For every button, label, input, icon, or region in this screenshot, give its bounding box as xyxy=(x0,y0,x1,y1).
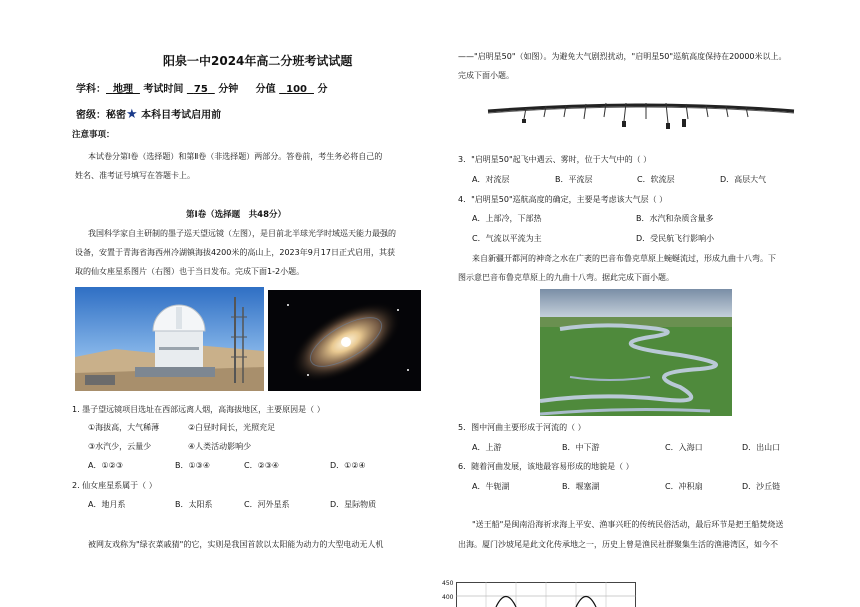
question-1: 1. 墨子望远镜项目选址在西部远离人烟，高海拔地区，主要原因是（ ） xyxy=(72,405,325,414)
intro-line: 我国科学家自主研制的墨子巡天望远镜（左图），是目前北半球光学时域巡天能力最强的 xyxy=(88,229,396,238)
section-title: 第Ⅰ卷（选择题 共48分） xyxy=(186,210,286,220)
q1-option-4: ④人类活动影响少 xyxy=(188,442,252,451)
intro-line: "送王船"是闽南沿海祈求海上平安、渔事兴旺的传统民俗活动，最后环节是把王船焚烧送 xyxy=(472,520,784,529)
q4-choice-b: B．水汽和杂质含量多 xyxy=(636,214,714,223)
q3-choice-a: A．对流层 xyxy=(472,175,510,184)
question-2: 2. 仙女座星系属于（ ） xyxy=(72,481,157,490)
question-5: 5．图中河曲主要形成于河流的（ ） xyxy=(458,423,586,432)
time-unit: 分钟 xyxy=(218,84,239,95)
chart-tick-label: 400 xyxy=(442,594,454,601)
q5-choice-a: A．上游 xyxy=(472,443,502,452)
q6-choice-a: A．牛轭湖 xyxy=(472,482,510,491)
intro-line: 设备，安置于青海省海西州冷湖镇海拔4200米的高山上，2023年9月17日正式启用，其获 xyxy=(75,248,395,257)
q1-choice-a: A．①②③ xyxy=(88,461,123,470)
q2-choice-d: D．星际物质 xyxy=(330,500,377,509)
question-6: 6．随着河曲发展，该地最容易形成的地貌是（ ） xyxy=(458,462,634,471)
q1-option-1: ①海拔高，大气稀薄 xyxy=(88,423,160,432)
star-icon: ★ xyxy=(126,107,138,122)
q1-choice-b: B．①③④ xyxy=(175,461,211,470)
q6-choice-d: D．沙丘链 xyxy=(742,482,781,491)
q4-choice-c: C．气流以平流为主 xyxy=(472,234,542,243)
intro-line: 图示意巴音布鲁克草原上的九曲十八弯。据此完成下面小题。 xyxy=(458,273,674,282)
q3-choice-d: D．高层大气 xyxy=(720,175,767,184)
q3-choice-b: B．平流层 xyxy=(555,175,593,184)
telescope-photo xyxy=(75,287,264,391)
intro-line: 被网友戏称为"绿衣菜戚猜"的它，实则是我国首款以太阳能为动力的大型电动无人机 xyxy=(88,540,384,549)
galaxy-photo xyxy=(268,290,421,391)
q4-choice-d: D．受民航飞行影响小 xyxy=(636,234,715,243)
q1-choice-d: D．①②④ xyxy=(330,461,366,470)
intro-line: 出海。厦门沙坡尾是此文化传承地之一，历史上曾是渔民社群聚集生活的渔港湾区，如今不 xyxy=(458,540,778,549)
drone-image xyxy=(486,97,796,133)
q2-choice-b: B．太阳系 xyxy=(175,500,213,509)
intro-line: ——"启明星50"（如图）。为避免大气剧烈扰动，"启明星50"巡航高度保持在20000米以上。 xyxy=(458,52,787,61)
exam-meta-line xyxy=(76,80,327,95)
notice-line: 本试卷分第Ⅰ卷（选择题）和第Ⅱ卷（非选择题）两部分。答卷前，考生务必将自己的 xyxy=(88,152,383,161)
q2-choice-a: A．地月系 xyxy=(88,500,126,509)
time-label: 考试时间 xyxy=(143,84,184,95)
q1-option-3: ③水汽少，云量少 xyxy=(88,442,152,451)
notice-line: 姓名、准考证号填写在答题卡上。 xyxy=(75,171,195,180)
q6-choice-c: C．冲积扇 xyxy=(665,482,703,491)
q3-choice-c: C．软流层 xyxy=(637,175,675,184)
secret-note: 本科目考试启用前 xyxy=(141,110,222,121)
q6-choice-b: B．堰塞湖 xyxy=(562,482,600,491)
chart-tick-label: 450 xyxy=(442,580,454,587)
q5-choice-c: C．入海口 xyxy=(665,443,703,452)
score-label: 分值 xyxy=(255,84,276,95)
secret-label: 密级：秘密 xyxy=(76,110,126,121)
river-meander-photo xyxy=(540,289,732,416)
q5-choice-b: B．中下游 xyxy=(562,443,600,452)
q5-choice-d: D．出山口 xyxy=(742,443,781,452)
subject-value: 地理 xyxy=(112,84,133,95)
score-unit: 分 xyxy=(317,84,328,95)
q4-choice-a: A．上部冷，下部热 xyxy=(472,214,542,223)
intro-line: 取的仙女座星系图片（右图）也于当日发布。完成下面1-2小题。 xyxy=(75,267,305,276)
score-value: 100 xyxy=(286,84,307,95)
intro-line: 来自新疆开都河的神奇之水在广袤的巴音布鲁克草原上蜿蜒流过，形成九曲十八弯。下 xyxy=(472,254,776,263)
notice-title: 注意事项： xyxy=(72,130,115,140)
question-4: 4．"启明星50"巡航高度的确定，主要是考虑该大气层（ ） xyxy=(458,195,668,204)
secret-line xyxy=(76,106,221,122)
q1-option-2: ②白昼时间长，光照充足 xyxy=(188,423,276,432)
q1-choice-c: C．②③④ xyxy=(244,461,280,470)
exam-title: 阳泉一中2024年高二分班考试试题 xyxy=(163,54,353,68)
intro-line: 完成下面小题。 xyxy=(458,71,514,80)
time-value: 75 xyxy=(193,84,208,95)
q2-choice-c: C．河外星系 xyxy=(244,500,290,509)
question-3: 3．"启明星50"起飞中遇云、雾时，位于大气中的（ ） xyxy=(458,155,652,164)
partial-chart xyxy=(456,582,636,607)
subject-label: 学科： xyxy=(76,84,106,95)
